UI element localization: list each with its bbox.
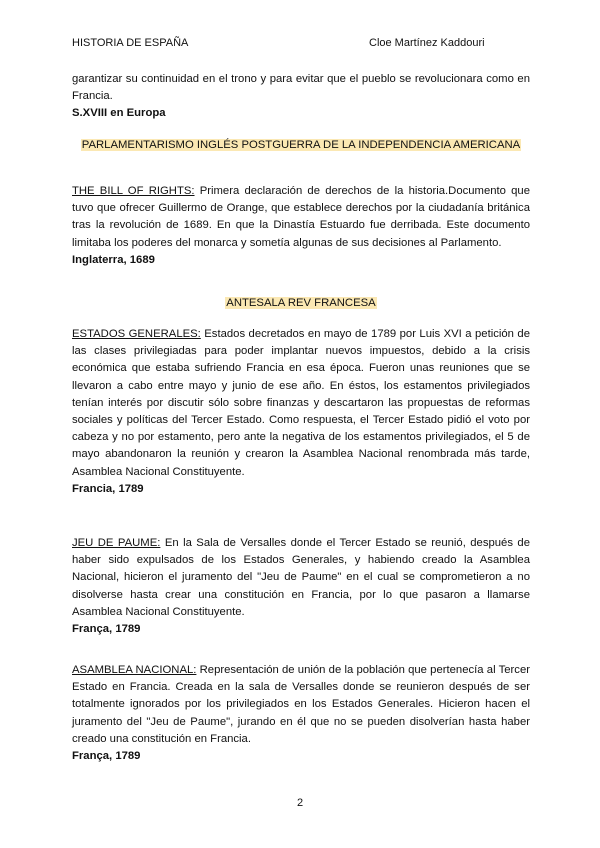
entry-text: Representación de unión de la población que pertenecía al Tercer Estado en Francia. Creada en la sala de Versalles donde se reunieron después de ser totalmente ignorados por los privilegiados en los Estados Generales. Hicieron hacen el juramento del "Jeu de Paume", jurando en él que no se pueden disolverían hasta haber creado una constitución en Francia. [72, 664, 530, 745]
entry-estados-generales [72, 326, 530, 498]
entry-body [72, 326, 530, 481]
header-author: Cloe Martínez Kaddouri [369, 37, 485, 49]
entry-text: Primera declaración de derechos de la historia.Documento que tuvo que ofrecer Guillermo de Orange, que establece derechos por la ciudadanía británica tras la revolución de 1689. En que la Dinastía Estuardo fue derribada. Este documento limitaba los poderes del monarca y sometía algunas de sus decisiones al Parlamento. [72, 185, 530, 249]
entry-location: França, 1789 [72, 750, 141, 763]
entry-bill-of-rights [72, 183, 530, 269]
entry-term: THE BILL OF RIGHTS: [72, 185, 195, 197]
header-subject: HISTORIA DE ESPAÑA [72, 37, 189, 49]
entry-body [72, 662, 530, 748]
entry-term: ASAMBLEA NACIONAL: [72, 664, 197, 676]
entry-text: En la Sala de Versalles donde el Tercer Estado se reunió, después de haber sido expulsados de los Estados Generales, y habiendo creado la Asamblea Nacional, hicieron el juramento del "Jeu de Paume" en el cual se comprometieron a no disolverse hasta crear una constitución en Francia, por lo que pasaron a llamarse Asamblea Nacional Constituyente. [72, 537, 530, 618]
page-number: 2 [296, 797, 304, 809]
entry-location: Francia, 1789 [72, 482, 144, 495]
section-heading-text: ANTESALA REV FRANCESA [226, 297, 376, 309]
intro-location: S.XVIII en Europa [72, 107, 166, 120]
intro-text: garantizar su continuidad en el trono y para evitar que el pueblo se revolucionara como en Francia. [72, 73, 530, 103]
intro-block [72, 71, 530, 123]
section-heading-text: PARLAMENTARISMO INGLÉS POSTGUERRA DE LA INDEPENDENCIA AMERICANA [81, 139, 521, 151]
entry-term: JEU DE PAUME: [72, 537, 161, 549]
section-heading-parlamentarismo [72, 137, 530, 154]
entry-term: ESTADOS GENERALES: [72, 328, 201, 340]
entry-jeu-de-paume [72, 535, 530, 638]
section-heading-antesala [72, 295, 530, 312]
entry-asamblea-nacional [72, 662, 530, 765]
entry-body [72, 183, 530, 252]
entry-location: França, 1789 [72, 623, 141, 636]
entry-text: Estados decretados en mayo de 1789 por Luis XVI a petición de las clases privilegiadas para poder implantar nuevos impuestos, debido a la crisis económica que estaba sufriendo Francia en esa época. Fueron unas reuniones que se llevaron a cabo entre mayo y junio de ese año. En éstos, los estamentos privilegiados tenían interés por discutir sólo sobre finanzas y descartaron las propuestas de reformas sociales y políticas del Tercer Estado. Como respuesta, el Tercer Estado pidió el voto por cabeza y no por estamento, pero ante la negativa de los estamentos privilegiados, el 5 de mayo abandonaron la reunión y crearon la Asamblea Nacional renombrada más tarde, Asamblea Nacional Constituyente. [72, 328, 530, 478]
entry-body [72, 535, 530, 621]
entry-location: Inglaterra, 1689 [72, 253, 155, 266]
